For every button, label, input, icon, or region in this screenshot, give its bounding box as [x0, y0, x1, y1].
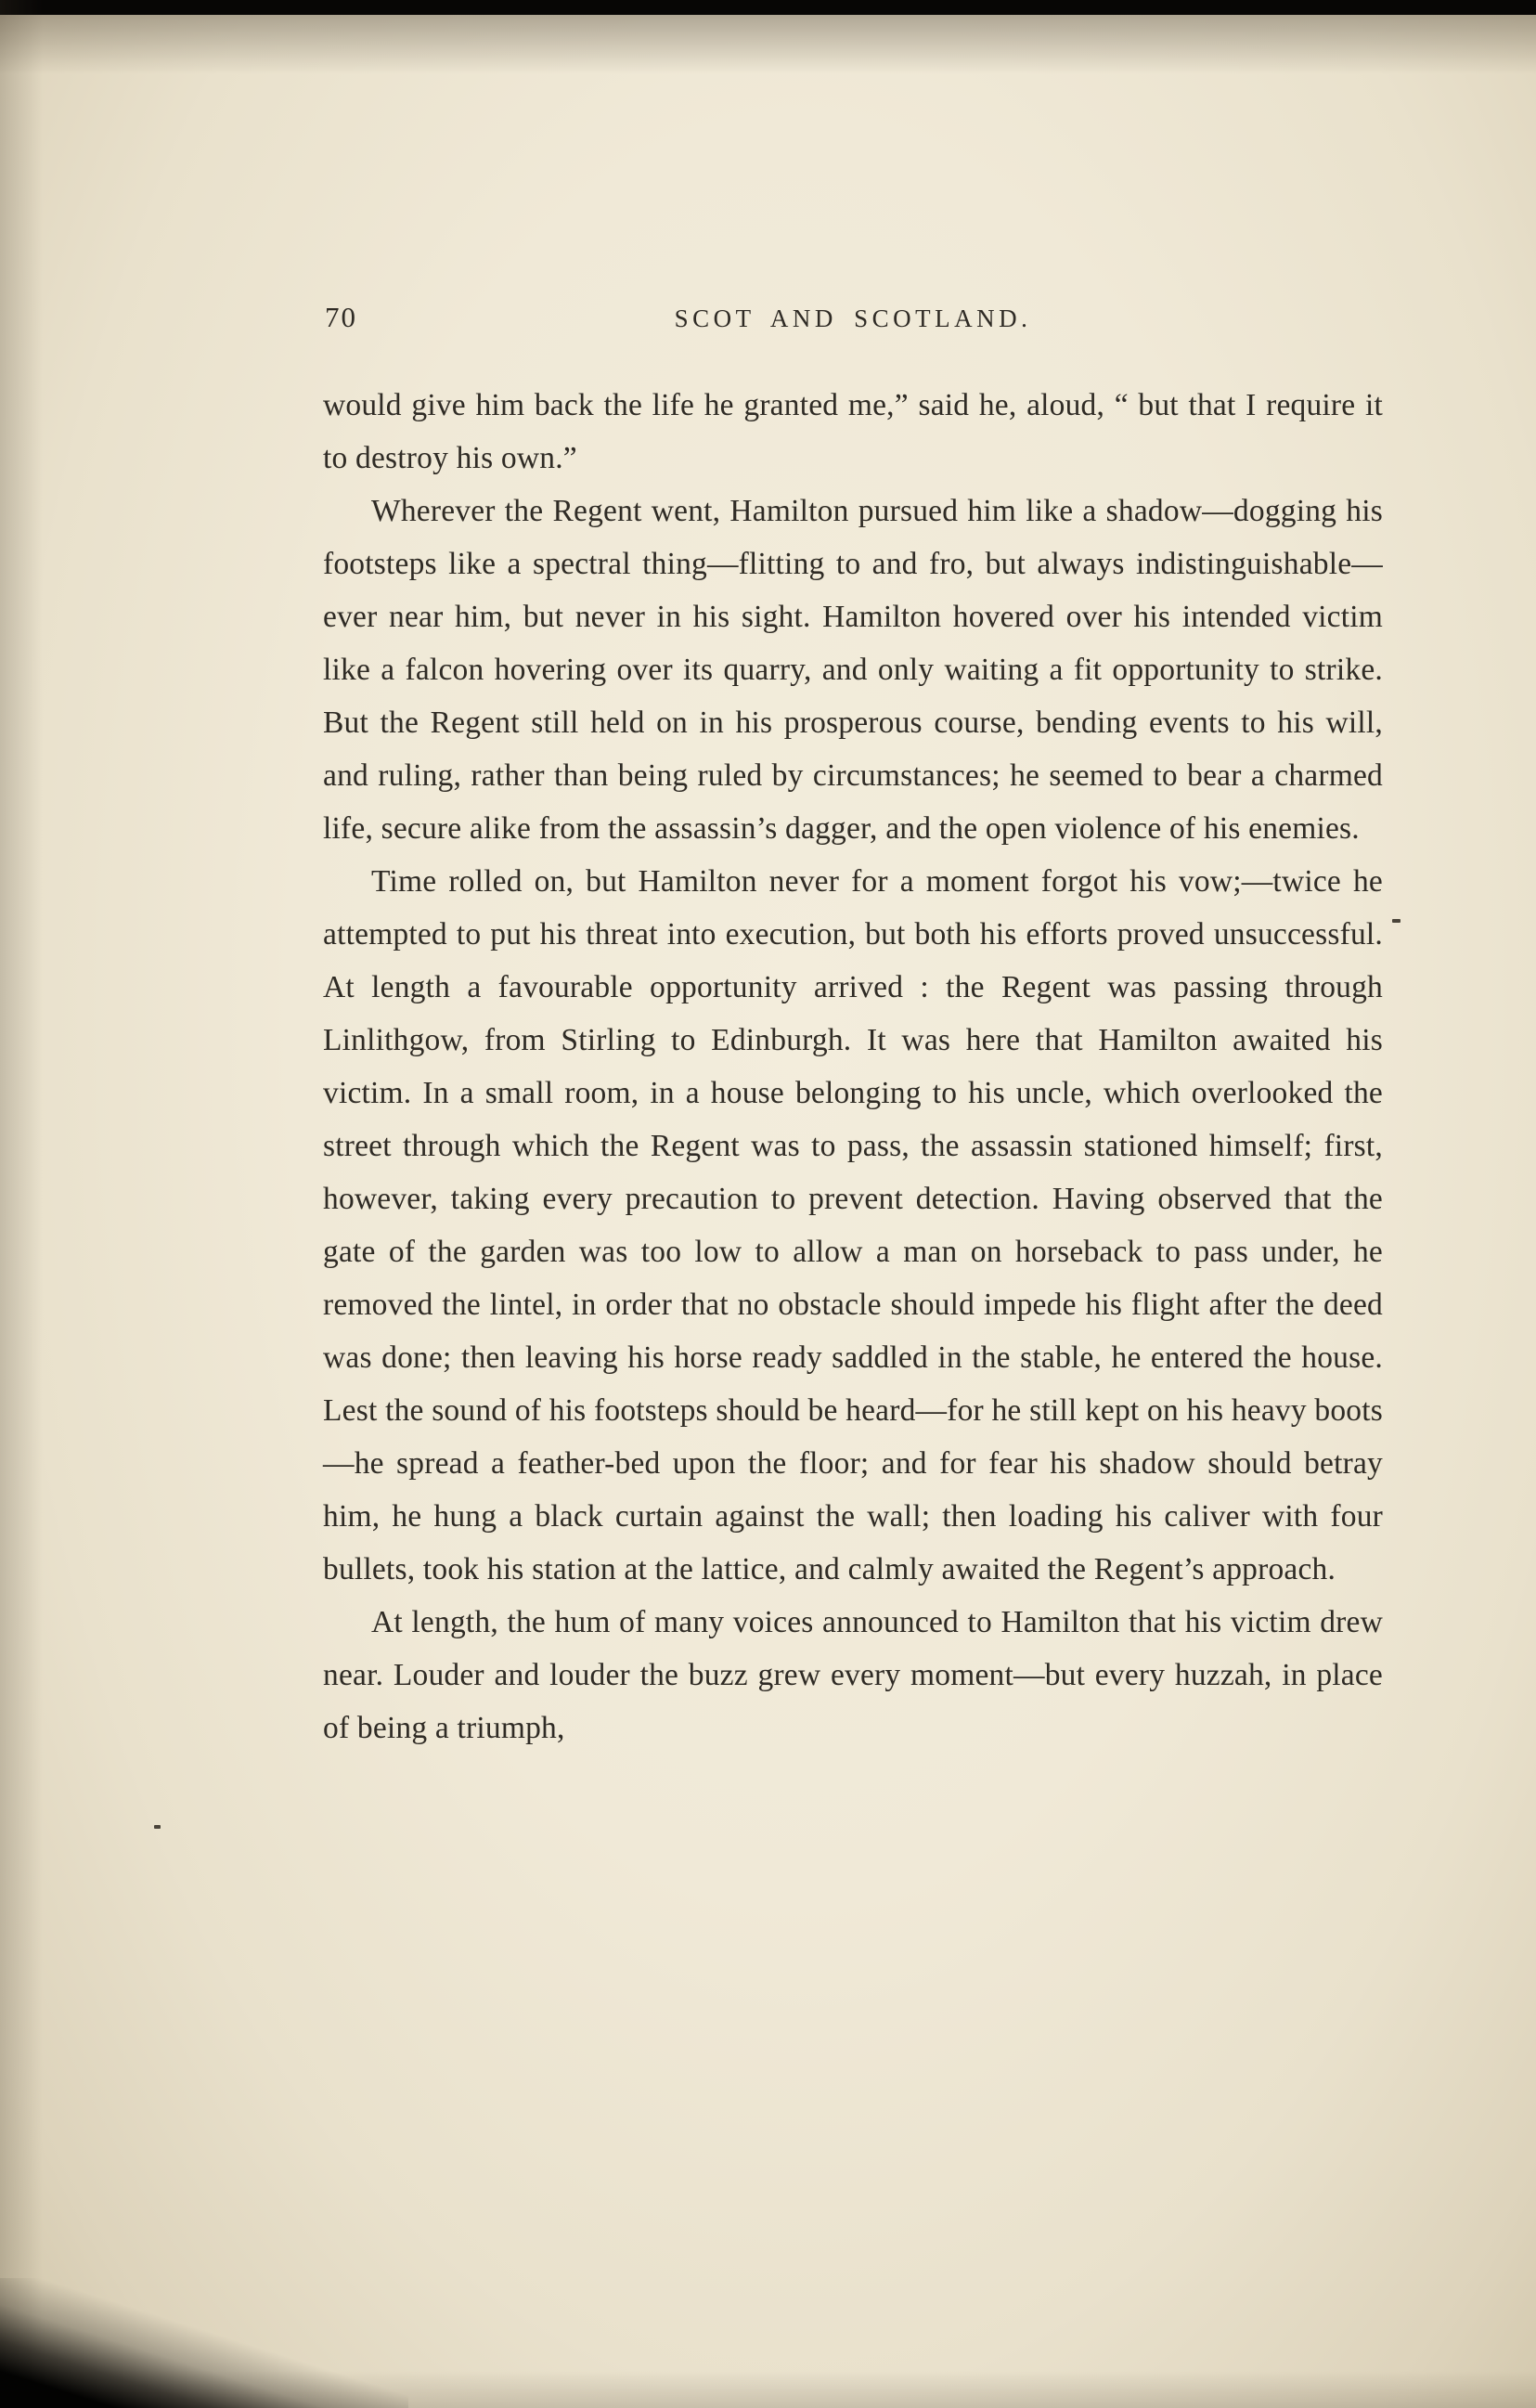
- scan-speck: [1392, 919, 1400, 923]
- running-header-title: SCOT AND SCOTLAND.: [674, 304, 1032, 332]
- page-number: 70: [325, 301, 357, 333]
- scan-corner-black: [0, 2278, 408, 2408]
- paragraph: Wherever the Regent went, Hamilton pursued him like a shadow—dogging his footsteps like a spectral thing—flitting to and fro, but always indistinguishable—ever near him, but never in his sight. Hamilton hovered over his intended victim like a falcon hovering over its quarry, and only waiting a fit opportunity to strike. But the Regent still held on in his prosperous course, bending events to his will, and ruling, rather than being ruled by circumstances; he seemed to bear a charmed life, secure alike from the assassin’s dagger, and the open violence of his enemies.: [323, 494, 1383, 846]
- paragraph: At length, the hum of many voices announced to Hamilton that his victim drew near. Louder and louder the buzz grew every moment—but every huzzah, in place of being a triumph,: [323, 1605, 1383, 1745]
- scan-left-shadow: [0, 0, 43, 2408]
- scan-top-edge: [0, 0, 1536, 15]
- page-header: [323, 299, 1383, 340]
- body-text-block: [323, 379, 1383, 1754]
- scan-top-shadow: [0, 15, 1536, 74]
- scan-speck: [154, 1825, 161, 1829]
- paragraph: Time rolled on, but Hamilton never for a moment forgot his vow;—twice he attempted to put his threat into execution, but both his efforts proved unsuccessful. At length a favourable opportunity arrived : the Regent was passing through Linlithgow, from Stirling to Edinburgh. It was here that Hamilton awaited his victim. In a small room, in a house belonging to his uncle, which overlooked the street through which the Regent was to pass, the assassin stationed himself; first, however, taking every precaution to prevent detection. Having observed that the gate of the garden was too low to allow a man on horseback to pass under, he removed the lintel, in order that no obstacle should impede his flight after the deed was done; then leaving his horse ready saddled in the stable, he entered the house. Lest the sound of his footsteps should be heard—for he still kept on his heavy boots—he spread a feather-bed upon the floor; and for fear his shadow should betray him, he hung a black curtain against the wall; then loading his caliver with four bullets, took his station at the lattice, and calmly awaited the Regent’s approach.: [323, 864, 1383, 1586]
- paragraph: would give him back the life he granted me,” said he, aloud, “ but that I require it to destroy his own.”: [323, 388, 1383, 475]
